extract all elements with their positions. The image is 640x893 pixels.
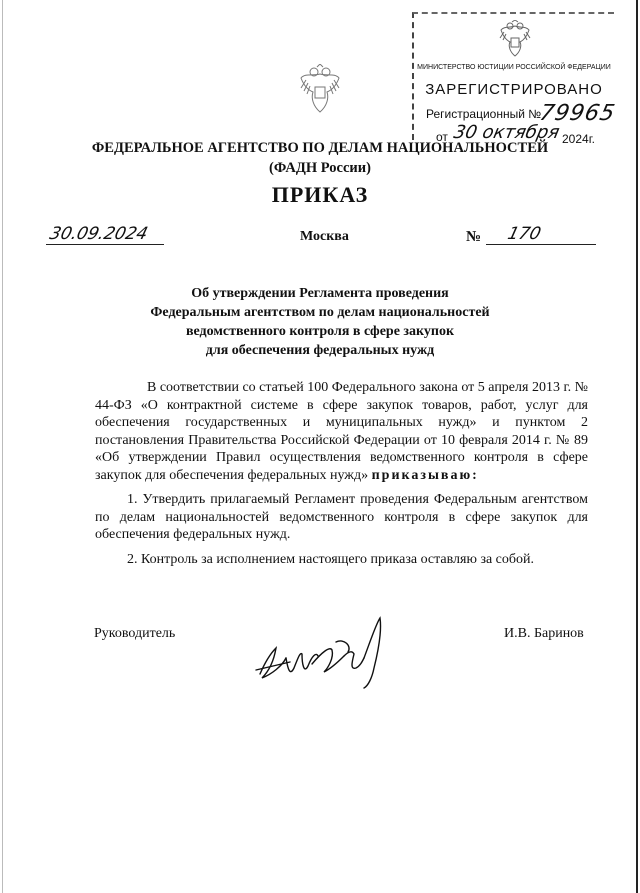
order-number: 170	[505, 224, 543, 244]
document-type-title: ПРИКАЗ	[271, 182, 369, 207]
order-subject	[0, 284, 640, 360]
coat-of-arms-icon	[298, 64, 342, 116]
date-underline	[46, 244, 164, 245]
signatory-role: Руководитель	[94, 626, 176, 641]
agency-name: ФЕДЕРАЛЬНОЕ АГЕНТСТВО ПО ДЕЛАМ НАЦИОНАЛЬНОСТЕЙ	[91, 140, 549, 156]
subject-line: ведомственного контроля в сфере закупок	[185, 324, 455, 339]
subject-line: Об утверждении Регламента проведения	[191, 286, 449, 301]
city-name: Москва	[300, 229, 349, 244]
handwritten-signature	[252, 612, 402, 692]
order-date: 30.09.2024	[47, 224, 150, 244]
coat-of-arms-icon	[498, 20, 532, 60]
order-command: приказываю:	[371, 467, 479, 483]
order-item-1: 1. Утвердить прилагаемый Регламент проведения Федеральным агентством по делам национальностей ведомственного контроля в сфере закупок для обеспечения федеральных нужд.	[95, 492, 588, 542]
agency-short-name: (ФАДН России)	[269, 160, 371, 176]
stamp-registration-number: 79965	[537, 101, 618, 126]
subject-line: Федеральным агентством по делам национальностей	[150, 305, 490, 320]
number-label: №	[466, 229, 482, 245]
order-item-2: 2. Контроль за исполнением настоящего приказа оставляю за собой.	[127, 552, 535, 567]
number-underline	[486, 244, 596, 245]
stamp-ministry-name: МИНИСТЕРСТВО ЮСТИЦИИ РОССИЙСКОЙ ФЕДЕРАЦИИ	[417, 64, 611, 71]
stamp-date-year: 2024г.	[562, 132, 595, 146]
subject-line: для обеспечения федеральных нужд	[205, 343, 435, 358]
stamp-registration-label: Регистрационный №	[426, 107, 542, 121]
stamp-date-prefix: от	[436, 130, 448, 144]
scan-edge-left	[2, 0, 3, 893]
signatory-name: И.В. Баринов	[504, 626, 584, 641]
preamble-text: В соответствии со статьей 100 Федерального закона от 5 апреля 2013 г. № 44-ФЗ «О контрактной системе в сфере закупок товаров, работ, услуг для обеспечения государственных и муниципальных нужд» и пунктом 2 постановления Правительства Российской Федерации от 10 февраля 2014 г. № 89 «Об утверждении Правил осуществления ведомственного контроля в сфере закупок для обеспечения федеральных нужд»	[95, 380, 588, 483]
stamp-registered-label: ЗАРЕГИСТРИРОВАНО	[425, 81, 603, 98]
registration-stamp	[412, 12, 618, 146]
stamp-date-handwritten: 30 октября	[451, 122, 562, 143]
preamble-paragraph	[95, 379, 588, 484]
scan-edge-right	[636, 0, 638, 893]
